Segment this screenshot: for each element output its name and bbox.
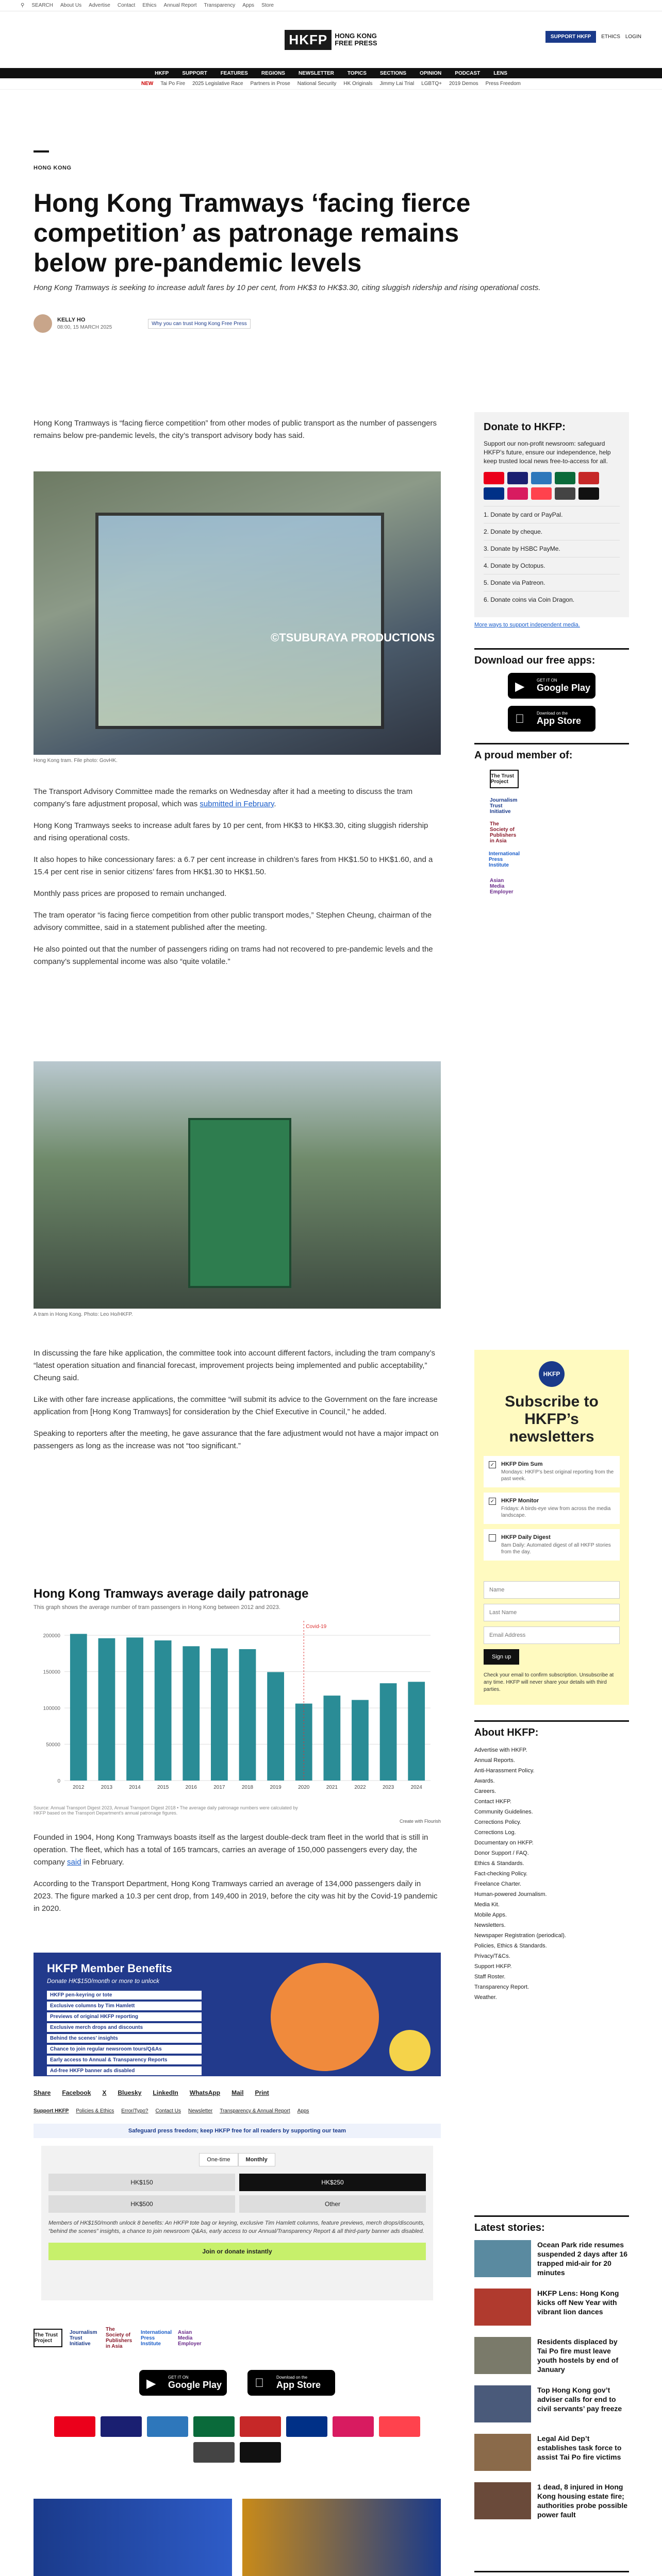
logo-line2: FREE PRESS xyxy=(335,39,377,47)
support-promo-banner[interactable] xyxy=(242,2499,441,2576)
latest-stories xyxy=(474,2215,629,2531)
about-title: About HKFP: xyxy=(474,1720,629,1739)
share-facebook[interactable]: Facebook xyxy=(62,2089,91,2096)
story-thumbnail xyxy=(474,2289,531,2326)
about-link[interactable]: Careers. xyxy=(474,1788,496,1794)
checkbox[interactable] xyxy=(489,1534,496,1541)
applepay-icon[interactable] xyxy=(240,2442,281,2463)
top-link[interactable]: Ethics xyxy=(142,3,157,8)
story-item[interactable]: Top Hong Kong gov’t adviser calls for end to civil servants’ pay freeze xyxy=(474,2385,629,2422)
donate-box xyxy=(474,412,629,617)
hkfp-features xyxy=(474,2571,629,2576)
share-linkedin[interactable]: LinkedIn xyxy=(153,2089,178,2096)
paragraph: Speaking to reporters after the meeting, he gave assurance that the fare adjustment would not have a major impact on passengers as long as the increase was not “too significant.” xyxy=(34,1429,439,1450)
story-item[interactable]: HKFP Lens: Hong Kong kicks off New Year with vibrant lion dances xyxy=(474,2289,629,2326)
checkbox[interactable]: ✓ xyxy=(489,1461,496,1468)
sidebar xyxy=(474,412,629,895)
story-item[interactable]: Legal Aid Dep’t establishes task force to assist Tai Po fire victims xyxy=(474,2434,629,2471)
donation-widget xyxy=(41,2146,433,2300)
member-item: Exclusive columns by Tim Hamlett xyxy=(47,2002,202,2010)
subnav-link[interactable]: 2019 Demos xyxy=(449,81,478,87)
flourish-credit[interactable]: Create with Flourish xyxy=(399,1819,441,1824)
about-link[interactable]: Freelance Charter. xyxy=(474,1881,522,1887)
member-sub: Donate HK$150/month or more to unlock xyxy=(47,1977,160,1985)
share-bluesky[interactable]: Bluesky xyxy=(118,2089,142,2096)
jcb-icon[interactable] xyxy=(193,2416,235,2437)
publish-date: 08:00, 15 MARCH 2025 xyxy=(57,325,112,330)
nav-item[interactable]: HKFP xyxy=(155,70,169,76)
top-link[interactable]: Advertise xyxy=(89,3,110,8)
member-asian-media[interactable]: Asian Media Employer xyxy=(490,877,514,895)
donate-option[interactable]: 1. Donate by card or PayPal. xyxy=(484,506,620,523)
member-list xyxy=(47,1991,202,2075)
about-link[interactable]: Mobile Apps. xyxy=(474,1912,507,1918)
donate-option[interactable]: 6. Donate coins via Coin Dragon. xyxy=(484,591,620,608)
paragraph: He also pointed out that the number of passengers riding on trams had not recovered to pre-pandemic levels and the company’s supplemental income was also “quite volatile.” xyxy=(34,945,433,966)
donate-option[interactable]: 5. Donate via Patreon. xyxy=(484,574,620,591)
about-link[interactable]: Corrections Log. xyxy=(474,1829,516,1836)
site-logo[interactable] xyxy=(285,30,377,50)
member-item: HKFP pen-keyring or tote xyxy=(47,1991,202,1999)
paragraph: It also hopes to hike concessionary fares: a 6.7 per cent increase in children’s fares from HK$1.50 to HK$1.60, and a 15.4 per cent rise in senior citizens’ fares from HK$1.30 to HK$1.50. xyxy=(34,855,433,876)
donate-text: Support our non-profit newsroom: safeguard HKFP’s future, ensure our independence, help keep trusted local news free-to-access for all. xyxy=(484,440,611,465)
x-tick-label: 2022 xyxy=(354,1785,366,1790)
bar xyxy=(408,1682,425,1781)
press-freedom-banner[interactable]: Safeguard press freedom; keep HKFP free for all readers by supporting our team xyxy=(34,2124,441,2138)
share-whatsapp[interactable]: WhatsApp xyxy=(189,2089,221,2096)
author-avatar[interactable] xyxy=(34,314,52,333)
chart-svg xyxy=(34,1616,441,1801)
logo-wordmark xyxy=(335,32,377,47)
newsletter-title: Subscribe to HKFP’s newsletters xyxy=(505,1393,599,1445)
member-item: Exclusive merch drops and discounts xyxy=(47,2023,202,2032)
amount-option[interactable]: HK$150 xyxy=(48,2174,235,2191)
newsletter-signup xyxy=(474,1350,629,2003)
subnav-link[interactable]: National Security xyxy=(297,81,337,87)
about-link[interactable]: Awards. xyxy=(474,1778,495,1784)
subnav-link[interactable]: 2025 Legislative Race xyxy=(192,81,243,87)
google-play-icon: ▶ xyxy=(146,2377,156,2391)
newsletter-option-digest[interactable]: HKFP Daily Digest 8am Daily: Automated digest of all HKFP stories from the day. xyxy=(484,1529,620,1561)
checkbox[interactable]: ✓ xyxy=(489,1498,496,1505)
paragraph xyxy=(34,1832,441,1869)
amount-option[interactable]: HK$500 xyxy=(48,2195,235,2213)
said-link[interactable]: said xyxy=(67,1858,81,1867)
subnav-link[interactable]: LGBTQ+ xyxy=(421,81,442,87)
story-thumbnail xyxy=(474,2482,531,2519)
subnav-link[interactable]: Tai Po Fire xyxy=(160,81,186,87)
payment-icons xyxy=(484,472,620,500)
patreon-icon[interactable] xyxy=(531,487,552,500)
trust-link[interactable]: Why you can trust Hong Kong Free Press xyxy=(148,319,251,329)
y-tick-label: 0 xyxy=(57,1778,60,1784)
new-badge: NEW xyxy=(141,81,154,87)
paragraph: The tram operator “is facing fierce competition from other public transport modes,” Stephen Cheung, chairman of the advisory committee, said in a statement published after the meeting. xyxy=(34,911,432,932)
nav-item[interactable]: PODCAST xyxy=(455,70,481,76)
sub-nav xyxy=(0,78,662,90)
hkfp-badge: HKFP xyxy=(539,1361,565,1387)
paragraph: In discussing the fare hike application, the committee took into account different factors, including the tram company’s “latest operation situation and financial forecast, improvement projects being implemented and public acceptability,” Cheung said. xyxy=(34,1349,436,1382)
applepay-icon[interactable] xyxy=(578,487,599,500)
top-link[interactable]: Apps xyxy=(242,3,255,8)
about-link[interactable]: Community Guidelines. xyxy=(474,1809,533,1815)
main-nav xyxy=(0,68,662,78)
unionpay-icon[interactable] xyxy=(240,2416,281,2437)
about-link[interactable]: Media Kit. xyxy=(474,1902,500,1908)
google-play-button[interactable]: ▶ GET IT ON Google Play xyxy=(508,673,595,699)
bar xyxy=(352,1700,369,1781)
gpay-icon[interactable] xyxy=(193,2442,235,2463)
member-ipi[interactable]: International Press Institute xyxy=(489,851,520,868)
x-tick-label: 2013 xyxy=(101,1785,113,1790)
member-title: A proud member of: xyxy=(474,743,629,761)
nav-item[interactable]: OPINION xyxy=(420,70,442,76)
story-thumbnail xyxy=(474,2434,531,2471)
article-body xyxy=(34,1347,441,1462)
story-item[interactable]: Residents displaced by Tai Po fire must leave youth hostels by end of January xyxy=(474,2337,629,2374)
top-link[interactable]: Store xyxy=(261,3,274,8)
paragraph-text: in February. xyxy=(81,1858,124,1867)
amex-icon[interactable] xyxy=(147,2416,188,2437)
member-title: HKFP Member Benefits xyxy=(47,1962,172,1975)
google-play-button[interactable]: ▶ GET IT ON Google Play xyxy=(139,2370,227,2396)
x-tick-label: 2017 xyxy=(213,1785,225,1790)
share-mail[interactable]: Mail xyxy=(231,2089,244,2096)
x-tick-label: 2021 xyxy=(326,1785,338,1790)
share-x[interactable]: X xyxy=(102,2089,107,2096)
donate-option[interactable]: 4. Donate by Octopus. xyxy=(484,557,620,574)
top-bar xyxy=(0,0,662,11)
member-item: Previews of original HKFP reporting xyxy=(47,2012,202,2021)
y-tick-label: 150000 xyxy=(43,1669,60,1675)
donate-title: Donate to HKFP: xyxy=(484,421,566,433)
story-item[interactable]: 1 dead, 8 injured in Hong Kong housing estate fire; authorities probe possible power fault xyxy=(474,2482,629,2519)
about-link[interactable]: Advertise with HKFP. xyxy=(474,1747,527,1753)
about-link[interactable]: Staff Roster. xyxy=(474,1974,506,1980)
about-link[interactable]: Documentary on HKFP. xyxy=(474,1840,534,1846)
about-link[interactable]: Corrections Policy. xyxy=(474,1819,521,1825)
member-jti[interactable]: Journalism Trust Initiative xyxy=(70,2329,97,2347)
frequency-tabs xyxy=(48,2153,426,2166)
top-link[interactable]: Annual Report xyxy=(163,3,197,8)
chart-title: Hong Kong Tramways average daily patronage xyxy=(34,1587,309,1601)
paragraph: Like with other fare increase applications, the committee “will submit its advice to the Government on the fare increase application from [Hong Kong Tramways] for consideration by the Chief Executive in Council,” he added. xyxy=(34,1395,438,1416)
member-trust-project[interactable]: The Trust Project xyxy=(490,770,629,788)
tab-one-time[interactable]: One-time xyxy=(199,2153,238,2166)
apple-icon xyxy=(255,2376,264,2391)
nav-item[interactable]: REGIONS xyxy=(261,70,285,76)
newsletter-box xyxy=(474,1350,629,1705)
x-tick-label: 2014 xyxy=(129,1785,141,1790)
paragraph-text: Founded in 1904, Hong Kong Tramways boasts itself as the largest double-deck tram fleet in the world that is still in operation. The fleet, which has a total of 165 tramcars, carries an average of 150,000 passengers every day, the company xyxy=(34,1833,428,1867)
story-thumbnail xyxy=(474,2337,531,2374)
signup-button[interactable]: Sign up xyxy=(484,1649,519,1665)
mastercard-icon[interactable] xyxy=(484,472,504,484)
footer-payment-methods xyxy=(34,2416,441,2463)
bar xyxy=(126,1637,143,1781)
member-item: Behind the scenes’ insights xyxy=(47,2034,202,2043)
share-row xyxy=(34,2089,269,2096)
about-link[interactable]: Contact HKFP. xyxy=(474,1799,511,1805)
donate-option[interactable]: 2. Donate by cheque. xyxy=(484,523,620,540)
member-sopa[interactable]: The Society of Publishers in Asia xyxy=(106,2327,133,2349)
y-tick-label: 50000 xyxy=(46,1742,60,1748)
join-donate-button[interactable]: Join or donate instantly xyxy=(48,2243,426,2260)
apple-icon xyxy=(515,712,524,726)
category-label[interactable]: HONG KONG xyxy=(34,165,72,171)
header-actions xyxy=(545,31,641,43)
x-tick-label: 2018 xyxy=(241,1785,254,1790)
support-link[interactable]: Apps xyxy=(297,2108,309,2114)
x-tick-label: 2016 xyxy=(185,1785,197,1790)
y-tick-label: 200000 xyxy=(43,1633,60,1639)
gpay-icon[interactable] xyxy=(555,487,575,500)
support-link[interactable]: Newsletter xyxy=(188,2108,213,2114)
anniversary-badge xyxy=(389,2030,431,2071)
category-rule xyxy=(34,150,49,152)
logo-line1: HONG KONG xyxy=(335,32,377,40)
support-links xyxy=(34,2108,441,2114)
photo-watermark: ©TSUBURAYA PRODUCTIONS xyxy=(271,631,435,644)
article-body xyxy=(34,417,441,451)
nav-item[interactable]: LENS xyxy=(493,70,507,76)
amount-option-selected[interactable]: HK$250 xyxy=(239,2174,426,2191)
newsletter-option-monitor[interactable]: ✓ HKFP Monitor Fridays: A birds-eye view from across the media landscape. xyxy=(484,1493,620,1524)
about-link[interactable]: Support HKFP. xyxy=(474,1963,512,1970)
submitted-link[interactable]: submitted in February xyxy=(200,800,274,808)
support-link[interactable]: Policies & Ethics xyxy=(76,2108,114,2114)
amount-option[interactable]: Other xyxy=(239,2195,426,2213)
ethics-link[interactable]: ETHICS xyxy=(601,34,620,40)
article-body xyxy=(34,786,441,977)
newsletter-option-dimsum[interactable]: ✓ HKFP Dim Sum Mondays: HKFP’s best original reporting from the past week. xyxy=(484,1456,620,1487)
photo-caption: A tram in Hong Kong. Photo: Leo Ho/HKFP. xyxy=(34,1312,133,1317)
chart-source: Source: Annual Transport Digest 2023, Annual Transport Digest 2018 • The average daily patronage numbers were calculated by HKFP based on the Transport Department's annual patronage figures. xyxy=(34,1805,298,1816)
bar xyxy=(380,1683,397,1781)
tab-monthly[interactable]: Monthly xyxy=(238,2153,275,2166)
x-tick-label: 2019 xyxy=(270,1785,282,1790)
paragraph: The Transport Advisory Committee made the remarks on Wednesday after it had a meeting to discuss the tram company’s fare adjustment proposal, which was submitted in February. xyxy=(34,787,413,808)
amount-grid xyxy=(48,2174,426,2213)
member-item: Early access to Annual & Transparency Reports xyxy=(47,2056,202,2064)
tram-photo-1 xyxy=(34,471,441,755)
about-link[interactable]: Weather. xyxy=(474,1994,497,2001)
amex-icon[interactable] xyxy=(531,472,552,484)
x-tick-label: 2012 xyxy=(73,1785,85,1790)
app-store-button[interactable]: Download on the App Store xyxy=(247,2370,335,2396)
footer-member-logos xyxy=(34,2329,441,2347)
visa-icon[interactable] xyxy=(507,472,528,484)
mastercard-icon[interactable] xyxy=(54,2416,95,2437)
bar xyxy=(239,1649,256,1781)
bar xyxy=(323,1696,340,1781)
bar xyxy=(98,1638,115,1781)
subnav-link[interactable]: Jimmy Lai Trial xyxy=(379,81,415,87)
chart-subtitle: This graph shows the average number of tram passengers in Hong Kong between 2012 and 2023. xyxy=(34,1604,280,1611)
subnav-link[interactable]: Partners in Prose xyxy=(250,81,290,87)
share-label: Share xyxy=(34,2089,51,2096)
app-store-button[interactable]: Download on the App Store xyxy=(508,706,595,732)
photo-2-block xyxy=(34,1061,441,1317)
features-title xyxy=(474,2571,629,2576)
subnav-link[interactable]: Press Freedom xyxy=(485,81,521,87)
bar xyxy=(211,1649,228,1781)
email-field[interactable]: Email Address xyxy=(484,1626,620,1644)
about-link[interactable]: Privacy/T&Cs. xyxy=(474,1953,510,1959)
apps-title: Download our free apps: xyxy=(474,648,629,667)
benefits-note: Members of HK$150/month unlock 8 benefits: An HKFP tote bag or keyring, exclusive Tim Hamlett columns, feature previews, merch drops/discounts, “behind the scenes” insights, a chance to join newsroom Q&As, early access to our Annual/Transparency Report & all third-party banner ads disabled. xyxy=(48,2220,425,2234)
member-sopa[interactable]: The Society of Publishers in Asia xyxy=(490,821,517,844)
top-link[interactable]: Contact xyxy=(117,3,136,8)
member-ipi[interactable]: International Press Institute xyxy=(141,2329,172,2347)
top-link[interactable]: Transparency xyxy=(204,3,236,8)
paragraph: Hong Kong Tramways is “facing fierce competition” from other modes of public transport as the number of passengers remains below pre-pandemic levels, the city’s transport advisory body has said. xyxy=(34,419,437,440)
support-link[interactable]: Support HKFP xyxy=(34,2108,69,2114)
latest-title: Latest stories: xyxy=(474,2215,629,2234)
paypal-icon[interactable] xyxy=(484,487,504,500)
member-trust-project[interactable]: The Trust Project xyxy=(34,2329,62,2347)
photo-1-block xyxy=(34,471,441,764)
about-link[interactable]: Newspaper Registration (periodical). xyxy=(474,1933,566,1939)
donate-option[interactable]: 3. Donate by HSBC PayMe. xyxy=(484,540,620,557)
nav-item[interactable]: TOPICS xyxy=(347,70,367,76)
visa-icon[interactable] xyxy=(101,2416,142,2437)
subnav-link[interactable]: HK Originals xyxy=(343,81,373,87)
mascot-illustration xyxy=(271,1963,379,2071)
login-link[interactable]: LOGIN xyxy=(625,34,641,40)
about-link[interactable]: Human-powered Journalism. xyxy=(474,1891,547,1897)
annotation-label: Covid-19 xyxy=(306,1624,327,1630)
tram-photo-2 xyxy=(34,1061,441,1309)
footer-promo-banners xyxy=(34,2499,441,2576)
about-list xyxy=(474,1745,629,2003)
bar xyxy=(183,1646,200,1781)
google-play-icon: ▶ xyxy=(515,680,525,693)
article-title: Hong Kong Tramways ‘facing fierce competition’ as patronage remains below pre-pandemic levels xyxy=(34,189,471,277)
member-asian-media[interactable]: Asian Media Employer xyxy=(178,2329,202,2347)
story-thumbnail xyxy=(474,2240,531,2277)
patronage-chart xyxy=(34,1587,441,1824)
story-item[interactable]: Ocean Park ride resumes suspended 2 days after 16 trapped mid-air for 20 minutes xyxy=(474,2240,629,2277)
member-jti[interactable]: Journalism Trust Initiative xyxy=(490,797,518,815)
photo-caption: Hong Kong tram. File photo: GovHK. xyxy=(34,758,118,764)
nav-item[interactable]: SUPPORT xyxy=(182,70,207,76)
story-thumbnail xyxy=(474,2385,531,2422)
author-name[interactable]: KELLY HO xyxy=(57,317,86,323)
article-body xyxy=(34,1832,441,1924)
more-ways-link[interactable]: More ways to support independent media. xyxy=(474,622,580,628)
x-tick-label: 2015 xyxy=(157,1785,169,1790)
nav-item[interactable]: FEATURES xyxy=(220,70,248,76)
x-tick-label: 2023 xyxy=(382,1785,394,1790)
support-link[interactable]: Transparency & Annual Report xyxy=(220,2108,290,2114)
member-benefits-banner[interactable] xyxy=(34,1953,441,2076)
paragraph-text: The Transport Advisory Committee made the remarks on Wednesday after it had a meeting to discuss the tram company’s fare adjustment proposal, which was xyxy=(34,787,413,808)
ethics-promo-banner[interactable] xyxy=(34,2499,232,2576)
name-field[interactable]: Name xyxy=(484,1581,620,1599)
member-item: Chance to join regular newsroom tours/Q&As xyxy=(47,2045,202,2054)
x-tick-label: 2024 xyxy=(410,1785,422,1790)
top-link[interactable]: About Us xyxy=(60,3,82,8)
bar xyxy=(267,1672,284,1781)
search-link[interactable]: SEARCH xyxy=(31,3,54,8)
newsletter-fineprint: Check your email to confirm subscription. Unsubscribe at any time. HKFP will never share your details with third parties. xyxy=(484,1672,614,1692)
support-link[interactable]: Contact Us xyxy=(155,2108,181,2114)
unionpay-icon[interactable] xyxy=(578,472,599,484)
about-link[interactable]: Fact-checking Policy. xyxy=(474,1871,528,1877)
y-tick-label: 100000 xyxy=(43,1706,60,1712)
about-link[interactable]: Annual Reports. xyxy=(474,1757,515,1764)
support-button[interactable]: SUPPORT HKFP xyxy=(545,31,596,43)
paragraph: Monthly pass prices are proposed to remain unchanged. xyxy=(34,889,227,898)
patreon-icon[interactable] xyxy=(379,2416,420,2437)
x-tick-label: 2020 xyxy=(298,1785,310,1790)
support-link[interactable]: Error/Typo? xyxy=(121,2108,148,2114)
standfirst: Hong Kong Tramways is seeking to increase adult fares by 10 per cent, from HK$3 to HK$3.30, citing sluggish ridership and rising operational costs. xyxy=(34,283,541,292)
search-icon[interactable]: ⚲ xyxy=(21,3,25,8)
about-link[interactable]: Transparency Report. xyxy=(474,1984,529,1990)
about-link[interactable]: Newsletters. xyxy=(474,1922,506,1928)
member-item: Ad-free HKFP banner ads disabled xyxy=(47,2066,202,2075)
about-link[interactable]: Ethics & Standards. xyxy=(474,1860,524,1867)
about-link[interactable]: Policies, Ethics & Standards. xyxy=(474,1943,547,1949)
nav-item[interactable]: SECTIONS xyxy=(379,70,407,76)
bar xyxy=(155,1640,172,1781)
about-link[interactable]: Donor Support / FAQ. xyxy=(474,1850,529,1856)
logo-mark: HKFP xyxy=(285,30,332,50)
last-name-field[interactable]: Last Name xyxy=(484,1604,620,1621)
about-link[interactable]: Anti-Harassment Policy. xyxy=(474,1768,535,1774)
payme-icon[interactable] xyxy=(333,2416,374,2437)
footer-app-buttons xyxy=(34,2370,441,2396)
paragraph: Hong Kong Tramways seeks to increase adult fares by 10 per cent, from HK$3 to HK$3.30, citing sluggish ridership and rising operational costs. xyxy=(34,821,428,842)
paragraph: According to the Transport Department, Hong Kong Tramways carried an average of 134,000 passengers daily in 2023. The figure marked a 10.3 per cent drop, from 149,400 in 2019, before the city was hit by the Covid-19 pandemic in 2020. xyxy=(34,1879,438,1913)
jcb-icon[interactable] xyxy=(555,472,575,484)
payme-icon[interactable] xyxy=(507,487,528,500)
nav-item[interactable]: NEWSLETTER xyxy=(298,70,334,76)
paypal-icon[interactable] xyxy=(286,2416,327,2437)
byline xyxy=(34,314,251,333)
bar xyxy=(70,1634,87,1781)
share-print[interactable]: Print xyxy=(255,2089,269,2096)
site-header xyxy=(0,11,662,68)
